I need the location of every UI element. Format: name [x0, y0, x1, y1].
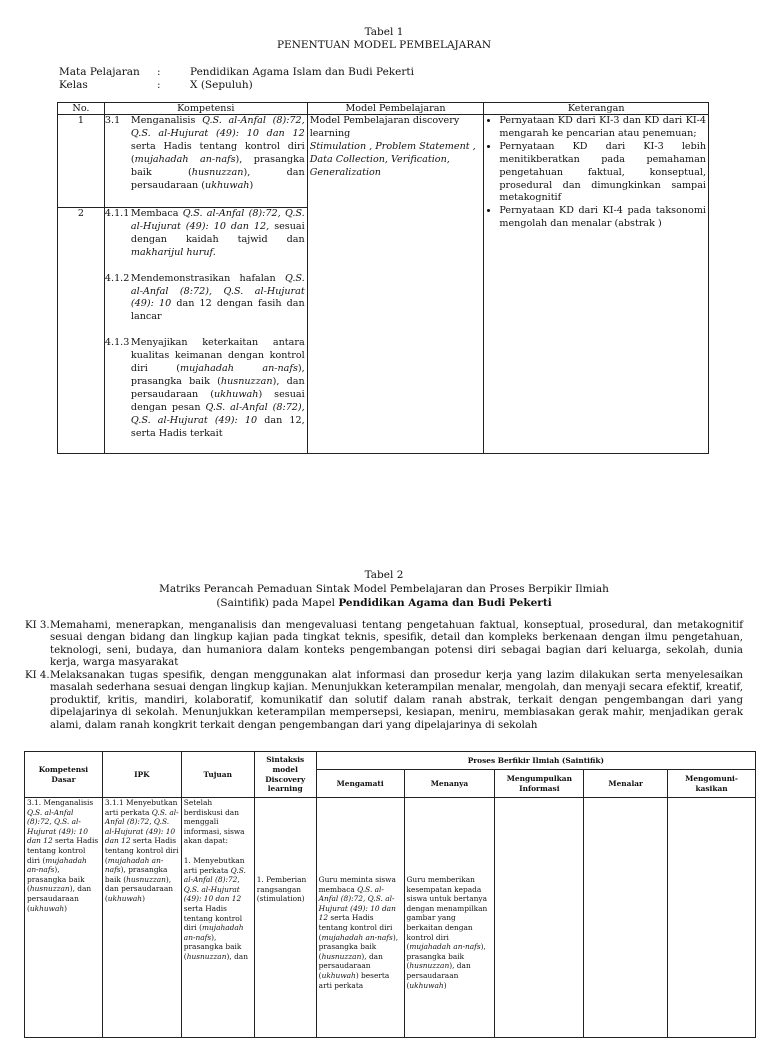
meta-sep-subject: : — [157, 66, 161, 78]
ki3-text: Memahami, menerapkan, menganalisis dan mengevaluasi tentang pengetahuan faktual, konseptual, prosedural, dan metakognitif sesuai dengan bidang dan lingkup kajian pada tingkat teknis, spesifik, detail dan kompleks berkenaan dengan ilmu pengetahuan, teknologi, seni, budaya, dan humaniora dalam konteks pengembangan potensi diri sebagai bagian dari keluarga, sekolah, dunia kerja, warga masyarakat — [50, 620, 743, 669]
italic-run: ukhuwah — [213, 388, 259, 400]
tujuan-item — [184, 856, 252, 962]
italic-run: husnuzzan — [409, 961, 450, 971]
keterangan-cell — [484, 115, 709, 454]
header-mengomunikasikan: Mengomuni-kasikan — [668, 770, 756, 798]
text-run: ), prasangka baik ( — [104, 865, 168, 884]
text-run: ), dan — [226, 951, 248, 961]
italic-run: ukhuwah — [29, 903, 65, 913]
cell-menalar — [584, 798, 668, 1038]
kompetensi-number: 4.1.1 — [104, 208, 130, 219]
text-run: 3.1.1 Menyebutkan arti perkata — [104, 798, 178, 817]
ki3-paragraph — [25, 620, 743, 670]
kompetensi-item — [104, 272, 305, 325]
text-run: ) — [64, 903, 68, 913]
text-run: ) — [249, 179, 254, 191]
text-run: ) — [142, 893, 145, 903]
text-run: ), dan persaudaraan ( — [406, 961, 471, 990]
meta-label-class: Kelas — [59, 79, 88, 91]
text-run: ), prasangka baik ( — [130, 363, 305, 387]
text-run: ), prasangka baik ( — [27, 865, 85, 894]
mengamati-text — [319, 875, 402, 990]
meta-value-class: X (Sepuluh) — [190, 79, 253, 91]
cell-ipk — [102, 798, 181, 1038]
text-run: serta Hadis tentang kontrol diri ( — [130, 140, 305, 165]
text-run: ), prasangka baik ( — [318, 932, 399, 961]
italic-run: ukhuwah — [321, 970, 356, 980]
italic-run: Q.S. al-Anfal (8):72, Q.S. al-Hujurat (49): 10 dan 12 — [104, 807, 179, 846]
header-ipk: IPK — [102, 752, 181, 798]
model-cell — [307, 115, 484, 454]
text-run: ), dan persaudaraan ( — [130, 375, 305, 400]
row1-kompetensi — [104, 115, 307, 208]
header-tujuan: Tujuan — [181, 752, 254, 798]
table1-header-row — [58, 103, 709, 115]
italic-run: ukhuwah — [107, 893, 143, 903]
text-run: 1. Menyebutkan arti perkata — [183, 855, 245, 875]
meta-value-subject: Pendidikan Agama Islam dan Budi Pekerti — [190, 66, 414, 78]
row2-no: 2 — [58, 208, 105, 454]
italic-run: ukhuwah — [409, 980, 444, 990]
kompetensi-item — [104, 208, 305, 260]
text-run: ) beserta arti perkata — [318, 970, 390, 990]
header-sintaksis: Sintaksis model Discovery learning — [254, 752, 316, 798]
cell-menanya — [404, 798, 495, 1038]
header-no: No. — [58, 103, 105, 115]
text-run: Mendemonstrasikan hafalan — [130, 272, 285, 284]
table2-title-prefix: (Saintifik) pada Mapel — [216, 597, 339, 609]
italic-run: mujahadah an-nafs — [409, 942, 481, 952]
text-run: sesuai dengan kaidah tajwid dan — [130, 220, 305, 245]
cell-mengumpulkan — [495, 798, 584, 1038]
tujuan-intro: Setelah berdiskusi dan menggali informasi, siswa akan dapat: — [183, 798, 245, 846]
table1 — [57, 102, 709, 454]
kompetensi-number: 4.1.3 — [104, 337, 130, 349]
header-keterangan: Keterangan — [484, 103, 709, 115]
keterangan-item: • Pernyataan KD dari KI-3 dan KD dari KI-4 mengarah ke pencarian atau penemuan; — [499, 115, 706, 141]
header-mengumpulkan: Mengumpulkan Informasi — [495, 770, 584, 798]
table1-row-1 — [58, 115, 709, 208]
row2-kompetensi — [104, 208, 307, 454]
italic-run: Q.S. al-Anfal (8):72, Q.S. al-Hujurat (49): 10 dan 12 — [27, 807, 88, 846]
italic-run: Q.S. al-Anfal (8:72), Q.S. al-Hujurat (49): 10 — [130, 272, 305, 310]
kompetensi-item — [104, 337, 305, 440]
header-model: Model Pembelajaran — [307, 103, 484, 115]
cell-mengamati — [316, 798, 404, 1038]
italic-run: husnuzzan — [29, 884, 70, 894]
cell-mengomunikasikan — [668, 798, 756, 1038]
italic-run: makharijul huruf. — [130, 246, 216, 258]
table1-caption: Tabel 1 — [364, 26, 404, 38]
text-run: serta Hadis tentang kontrol diri ( — [183, 903, 243, 933]
text-run: ), dan persaudaraan ( — [27, 884, 92, 913]
italic-run: Q.S. al-Anfal (8):72, Q.S. al-Hujurat (49): 10 dan 12 — [318, 884, 396, 923]
cell-tujuan — [181, 798, 254, 1038]
ki3-label: KI 3. — [25, 620, 50, 631]
text-run: ) — [443, 980, 447, 990]
italic-run: mujahadah an-nafs — [104, 855, 164, 875]
menanya-text — [407, 875, 493, 990]
italic-run: ukhuwah — [205, 179, 250, 191]
header-mengamati: Mengamati — [316, 770, 404, 798]
text-run: ), prasangka baik ( — [130, 153, 305, 178]
table2-title-subject: Pendidikan Agama dan Budi Pekerti — [338, 597, 552, 609]
ki4-text: Melaksanakan tugas spesifik, dengan menggunakan alat informasi dan prosedur kerja yang lazim dilakukan serta menyelesaikan masalah sederhana sesuai dengan lingkup kajian. Menunjukkan keterampilan menalar, mengolah, dan menyaji secara efektif, kreatif, produktif, kritis, mandiri, kolaboratif, komunikatif dan solutif dalam ranah abstrak, terkait dengan pengembangan dari yang dipelajarinya di sekolah. Menunjukkan keterampilan mempersepsi, kesiapan, meniru, membiasakan gerak mahir, menjadikan gerak alami, dalam ranah kongkrit terkait dengan pengembangan dari yang dipelajarinya di sekolah — [50, 670, 743, 731]
italic-run: mujahadah an-nafs — [27, 855, 87, 875]
header-kd: Kompetensi Dasar — [25, 752, 103, 798]
table2-header-row-1 — [25, 752, 756, 770]
header-menalar: Menalar — [584, 770, 668, 798]
italic-run: mujahadah an-nafs — [183, 923, 244, 942]
text-run: ), prasangka baik ( — [183, 932, 242, 961]
ki4-label: KI 4. — [25, 670, 50, 681]
italic-run: husnuzzan — [321, 951, 362, 961]
text-run: dan 12, serta Hadis terkait — [130, 414, 305, 439]
header-kompetensi: Kompetensi — [104, 103, 307, 115]
keterangan-item: • Pernyataan KD dari KI-4 pada taksonomi mengolah dan menalar (abstrak ) — [499, 205, 706, 231]
text-run: Membaca — [130, 208, 183, 219]
keterangan-item: • Pernyataan KD dari KI-3 lebih menitikberatkan pada pemahaman pengetahuan faktual, konseptual, prosedural dan dimungkinkan sampai metakognitif — [499, 141, 706, 206]
ki4-paragraph — [25, 670, 743, 732]
kompetensi-number: 3.1 — [104, 115, 121, 126]
keterangan-list — [486, 115, 706, 231]
model-steps: Stimulation , Problem Statement , Data Collection, Verification, Generalization — [309, 140, 476, 178]
meta-sep-class: : — [157, 79, 161, 91]
kompetensi-item — [104, 115, 305, 192]
text-run: dan 12 dengan fasih dan lancar — [130, 298, 305, 323]
header-menanya: Menanya — [404, 770, 495, 798]
italic-run: mujahadah an-nafs — [134, 153, 236, 165]
model-name: Model Pembelajaran discovery learning — [309, 115, 460, 139]
text-run: 3.1. Menganalisis — [27, 798, 94, 807]
italic-run: Q.S. al-Anfal (8):72, Q.S. al-Hujurat (49): 10 dan 12, — [130, 208, 305, 232]
table2-title-line1: Matriks Perancah Pemaduan Sintak Model Pembelajaran dan Proses Berpikir Ilmiah — [159, 583, 609, 595]
italic-run: husnuzzan — [220, 375, 273, 387]
header-proses: Proses Berfikir Ilmiah (Saintifik) — [316, 752, 755, 770]
text-run: Menyajikan keterkaitan antara kualitas keimanan dengan kontrol diri ( — [130, 337, 305, 375]
cell-kd — [25, 798, 103, 1038]
table2 — [24, 751, 756, 1038]
table2-caption: Tabel 2 — [364, 569, 404, 581]
cell-sintaksis — [254, 798, 316, 1038]
italic-run: Q.S. al-Anfal (8):72, Q.S. al-Hujurat (49): 10 dan 12 — [183, 865, 246, 904]
text-run: ) sesuai dengan pesan — [130, 388, 305, 413]
table2-title-line2 — [0, 597, 768, 609]
italic-run: husnuzzan — [186, 951, 227, 961]
sintaksis-step: 1. Pemberian rangsangan (stimulation) — [256, 875, 307, 904]
text-run: serta Hadis tentang kontrol diri ( — [104, 836, 179, 865]
text-run: Guru memberikan kesempatan kepada siswa untuk bertanya dengan menampilkan gambar yang berkaitan dengan kontrol diri ( — [406, 875, 488, 952]
italic-run: mujahadah an-nafs — [321, 932, 393, 942]
italic-run: husnuzzan — [126, 874, 166, 884]
italic-run: mujahadah an-nafs — [180, 363, 298, 375]
meta-label-subject: Mata Pelajaran — [59, 66, 140, 78]
text-run: ), prasangka baik ( — [406, 942, 486, 971]
table2-row — [25, 798, 756, 1038]
row1-no: 1 — [58, 115, 105, 208]
text-run: ), dan persaudaraan ( — [104, 874, 173, 903]
text-run: Guru meminta siswa membaca — [318, 875, 396, 894]
kompetensi-number: 4.1.2 — [104, 272, 130, 284]
italic-run: Q.S. al-Anfal (8):72, Q.S. al-Hujurat (49): 10 dan 12 — [130, 115, 305, 139]
text-run: serta Hadis tentang kontrol diri ( — [318, 913, 393, 942]
italic-run: husnuzzan — [191, 166, 244, 178]
text-run: ), dan persaudaraan ( — [318, 951, 383, 980]
italic-run: Q.S. al-Anfal (8:72), Q.S. al-Hujurat (49): 10 — [130, 401, 305, 426]
text-run: Menganalisis — [130, 115, 203, 126]
text-run: serta Hadis tentang kontrol diri ( — [27, 836, 99, 865]
text-run: ), dan persaudaraan ( — [130, 166, 305, 191]
table1-title: PENENTUAN MODEL PEMBELAJARAN — [276, 39, 492, 51]
